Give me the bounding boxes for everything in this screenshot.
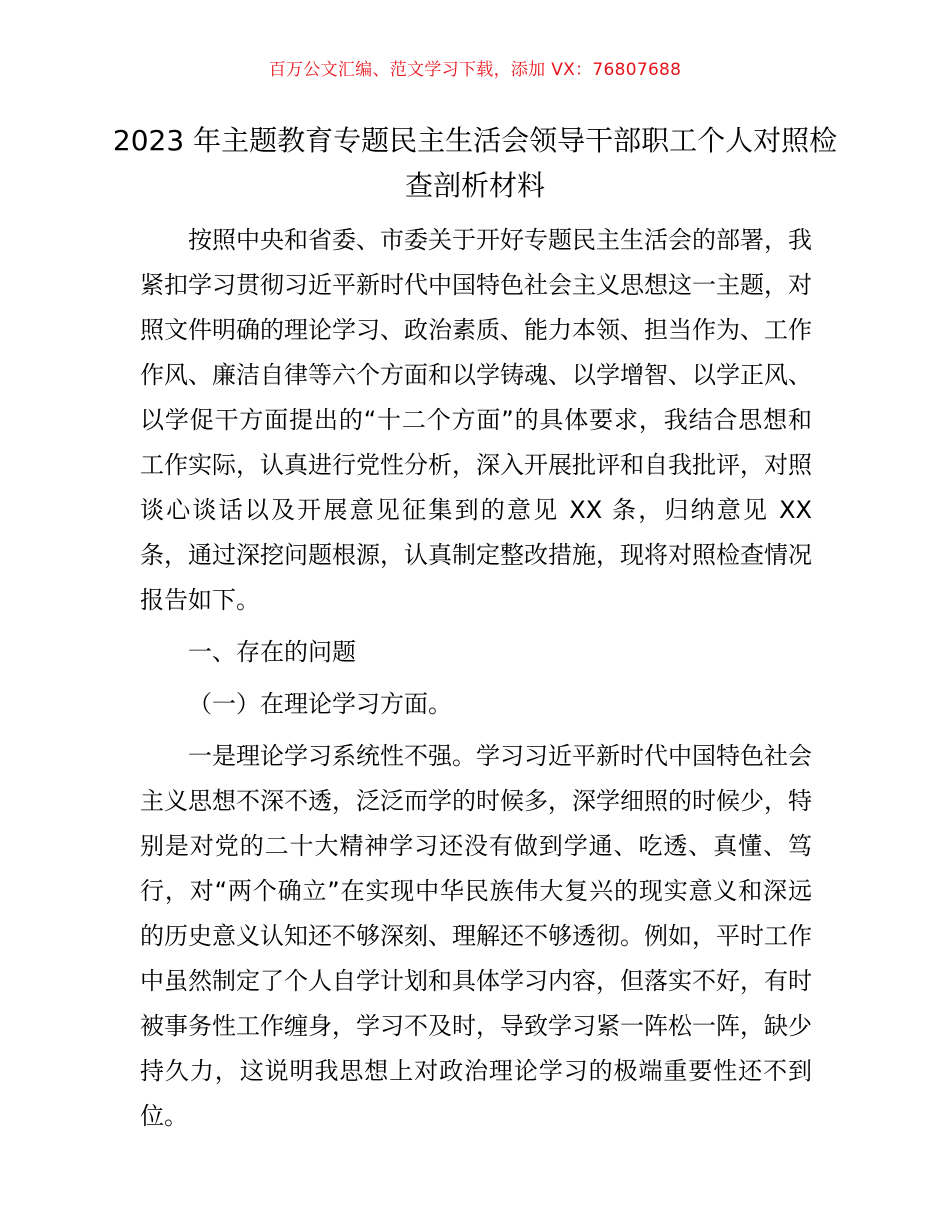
body-paragraph: 一是理论学习系统性不强。学习习近平新时代中国特色社会主义思想不深不透，泛泛而学的时候多，深学细照的时候少，特别是对党的二十大精神学习还没有做到学通、吃透、真懂、笃行，对“两个确立”在实现中华民族伟大复兴的现实意义和深远的历史意义认知还不够深刻、理解还不够透彻。例如，平时工作中虽然制定了个人自学计划和具体学习内容，但落实不好，有时被事务性工作缠身，学习不及时，导致学习紧一阵松一阵，缺少持久力，这说明我思想上对政治理论学习的极端重要性还不到位。 <box>140 742 812 1130</box>
section-heading: 一、存在的问题 <box>188 638 356 666</box>
intro-paragraph: 按照中央和省委、市委关于开好专题民主生活会的部署，我紧扣学习贯彻习近平新时代中国特色社会主义思想这一主题，对照文件明确的理论学习、政治素质、能力本领、担当作为、工作作风、廉洁自律等六个方面和以学铸魂、以学增智、以学正风、以学促干方面提出的“十二个方面”的具体要求，我结合思想和工作实际，认真进行党性分析，深入开展批评和自我批评，对照谈心谈话以及开展意见征集到的意见 XX 条，归纳意见 XX 条，通过深挖问题根源，认真制定整改措施，现将对照检查情况报告如下。 <box>140 226 812 614</box>
header-note: 百万公文汇编、范文学习下载，添加 VX：76807688 <box>268 60 682 80</box>
document-title: 2023 年主题教育专题民主生活会领导干部职工个人对照检查剖析材料 <box>112 124 838 202</box>
document-body <box>140 218 812 1139</box>
subsection-heading: （一）在理论学习方面。 <box>188 690 452 718</box>
